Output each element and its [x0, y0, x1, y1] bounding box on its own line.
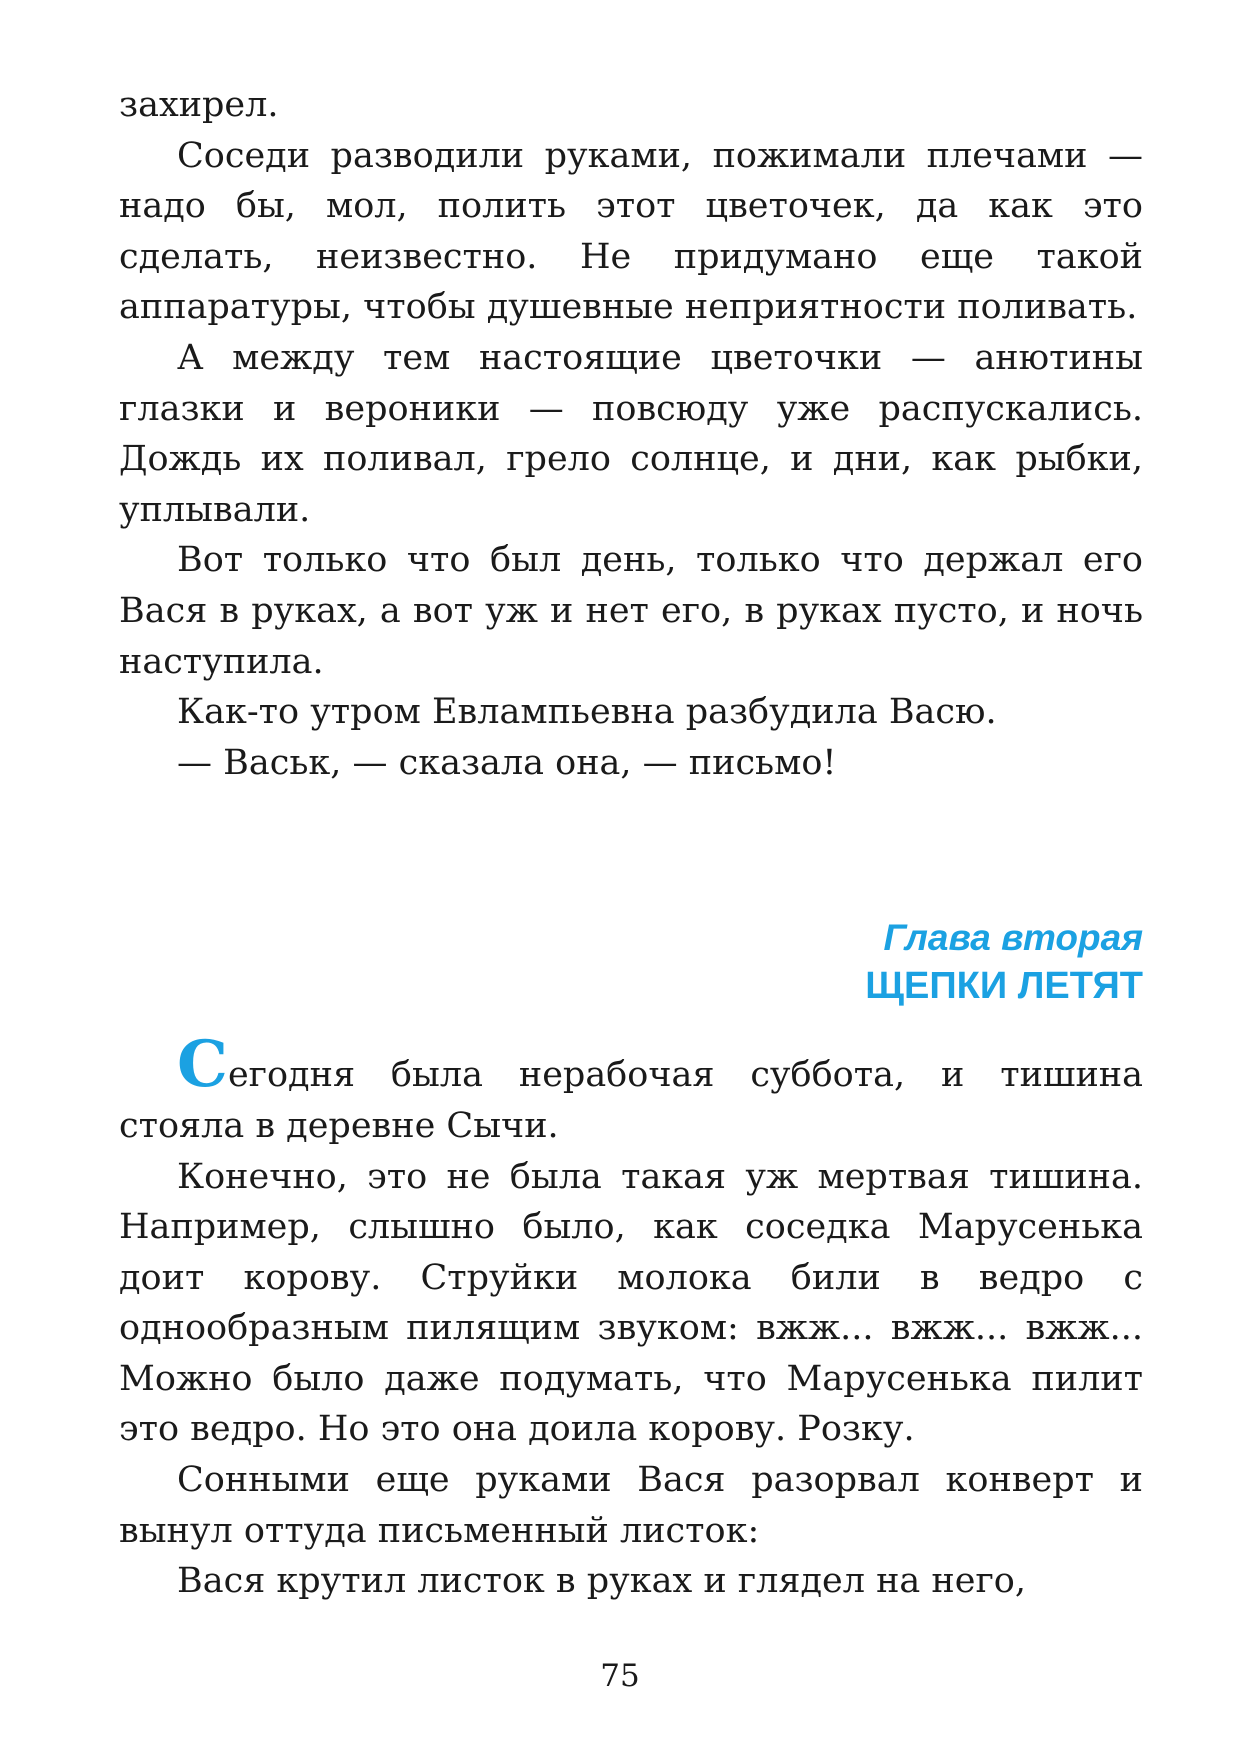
paragraph: Вот только что был день, только что держал его Вася в руках, а вот уж и нет его, в руках пусто, и ночь наступила.	[119, 540, 1143, 682]
paragraph: захирел.	[119, 85, 279, 125]
chapter-text	[119, 1027, 1143, 1607]
paragraph: А между тем настоящие цветочки — анютины глазки и вероники — повсюду уже распускались. Дождь их поливал, грело солнце, и дни, как рыбки, уплывали.	[119, 337, 1143, 530]
paragraph: Соседи разводили руками, пожимали плечами — надо бы, мол, полить этот цветочек, да как это сделать, неизвестно. Не придумано еще такой аппаратуры, чтобы душевные неприятности поливать.	[119, 135, 1143, 328]
paragraph: Конечно, это не была такая уж мертвая тишина. Например, слышно было, как соседка Марусенька доит корову. Струйки молока били в ведро с однообразным пилящим звуком: вжж... вжж... вжж... Можно было даже подумать, что Марусенька пилит это ведро. Но это она доила корову. Розку.	[119, 1156, 1143, 1450]
chapter-label: Глава вторая	[883, 917, 1143, 959]
paragraph: — Васьк, — сказала она, — письмо!	[177, 742, 837, 783]
opening-paragraph	[119, 1027, 1143, 1151]
page-content	[119, 80, 1143, 1607]
chapter-heading	[119, 914, 1143, 1010]
paragraph: Сонными еще руками Вася разорвал конверт и вынул оттуда письменный листок:	[119, 1460, 1143, 1551]
previous-chapter-text	[119, 80, 1143, 788]
paragraph: Как-то утром Евлампьевна разбудила Васю.	[177, 692, 997, 733]
page-number: 75	[600, 1658, 640, 1694]
drop-cap: С	[177, 1027, 228, 1103]
chapter-title: ЩЕПКИ ЛЕТЯТ	[865, 965, 1143, 1008]
opening-paragraph-text: егодня была нерабочая суббота, и тишина стояла в деревне Сычи.	[119, 1055, 1143, 1146]
paragraph: Вася крутил листок в руках и глядел на него,	[177, 1561, 1026, 1602]
